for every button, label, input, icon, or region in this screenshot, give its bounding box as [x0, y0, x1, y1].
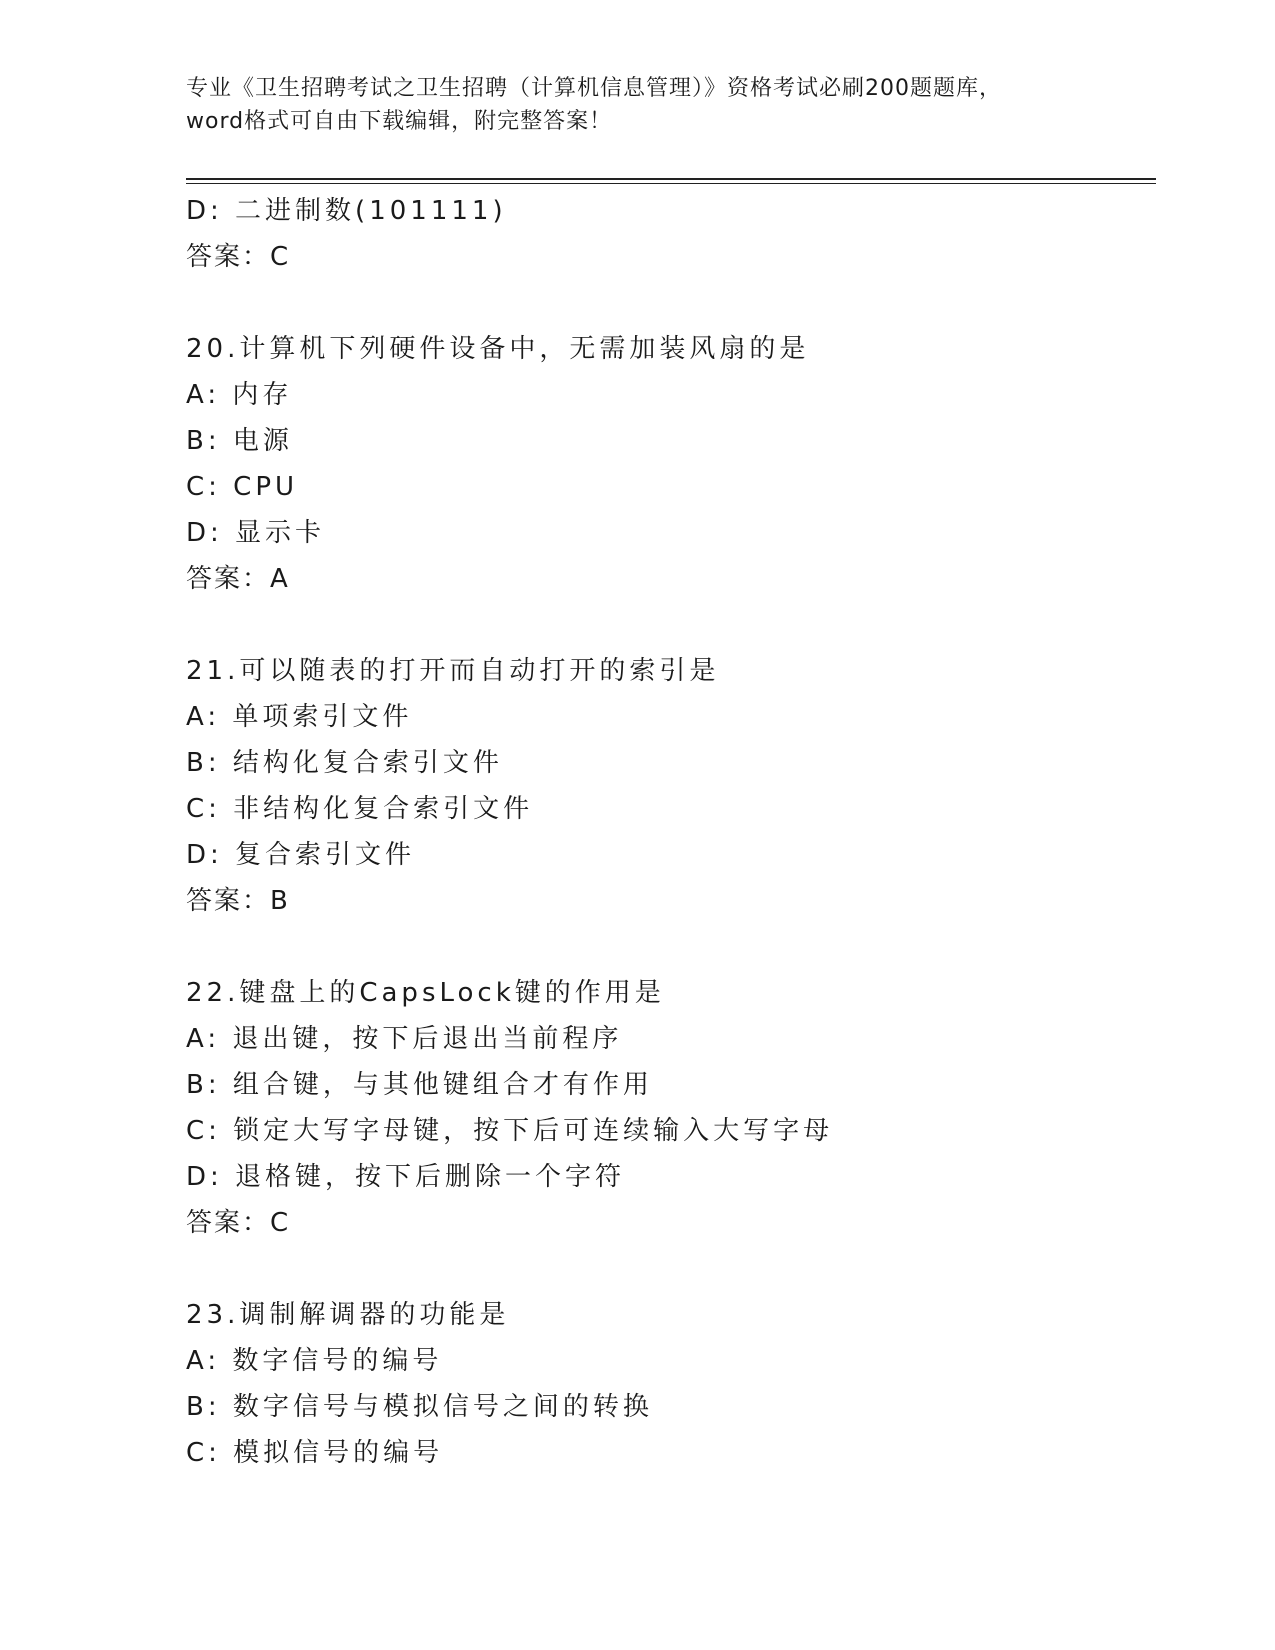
header-divider-thin [186, 183, 1156, 184]
option-c: C: CPU [186, 472, 299, 502]
option-d: D: 退格键，按下后删除一个字符 [186, 1162, 626, 1192]
answer-line: 答案：C [186, 1208, 291, 1238]
option-b: B: 组合键，与其他键组合才有作用 [186, 1070, 653, 1100]
answer-line: 答案：C [186, 242, 291, 272]
question-23 [186, 1292, 1156, 1476]
answer-line: 答案：B [186, 886, 290, 916]
question-stem: 22.键盘上的CapsLock键的作用是 [186, 978, 665, 1008]
previous-question-tail [186, 188, 1156, 280]
option-c: C: 非结构化复合索引文件 [186, 794, 534, 824]
option-c: C: 模拟信号的编号 [186, 1438, 444, 1468]
option-a: A: 退出键，按下后退出当前程序 [186, 1024, 623, 1054]
option-b: B: 电源 [186, 426, 293, 456]
header-line-1: 专业《卫生招聘考试之卫生招聘（计算机信息管理）》资格考试必刷200题题库， [186, 76, 1002, 101]
option-d: D: 显示卡 [186, 518, 326, 548]
option-a: A: 内存 [186, 380, 293, 410]
option-a: A: 单项索引文件 [186, 702, 413, 732]
answer-line: 答案：A [186, 564, 290, 594]
option-b: B: 结构化复合索引文件 [186, 748, 503, 778]
option-a: A: 数字信号的编号 [186, 1346, 443, 1376]
question-list [186, 188, 1156, 1476]
question-22 [186, 970, 1156, 1246]
question-20 [186, 326, 1156, 602]
header-line-2: word格式可自由下载编辑，附完整答案！ [186, 109, 613, 134]
header-divider-thick [186, 178, 1156, 180]
option-b: B: 数字信号与模拟信号之间的转换 [186, 1392, 653, 1422]
question-21 [186, 648, 1156, 924]
spacer [186, 1246, 1156, 1292]
option-d: D: 二进制数(101111) [186, 196, 507, 226]
document-header [186, 72, 1086, 138]
option-c: C: 锁定大写字母键，按下后可连续输入大写字母 [186, 1116, 834, 1146]
question-stem: 21.可以随表的打开而自动打开的索引是 [186, 656, 720, 686]
spacer [186, 924, 1156, 970]
option-d: D: 复合索引文件 [186, 840, 416, 870]
spacer [186, 280, 1156, 326]
question-stem: 23.调制解调器的功能是 [186, 1300, 510, 1330]
question-stem: 20.计算机下列硬件设备中，无需加装风扇的是 [186, 334, 810, 364]
spacer [186, 602, 1156, 648]
